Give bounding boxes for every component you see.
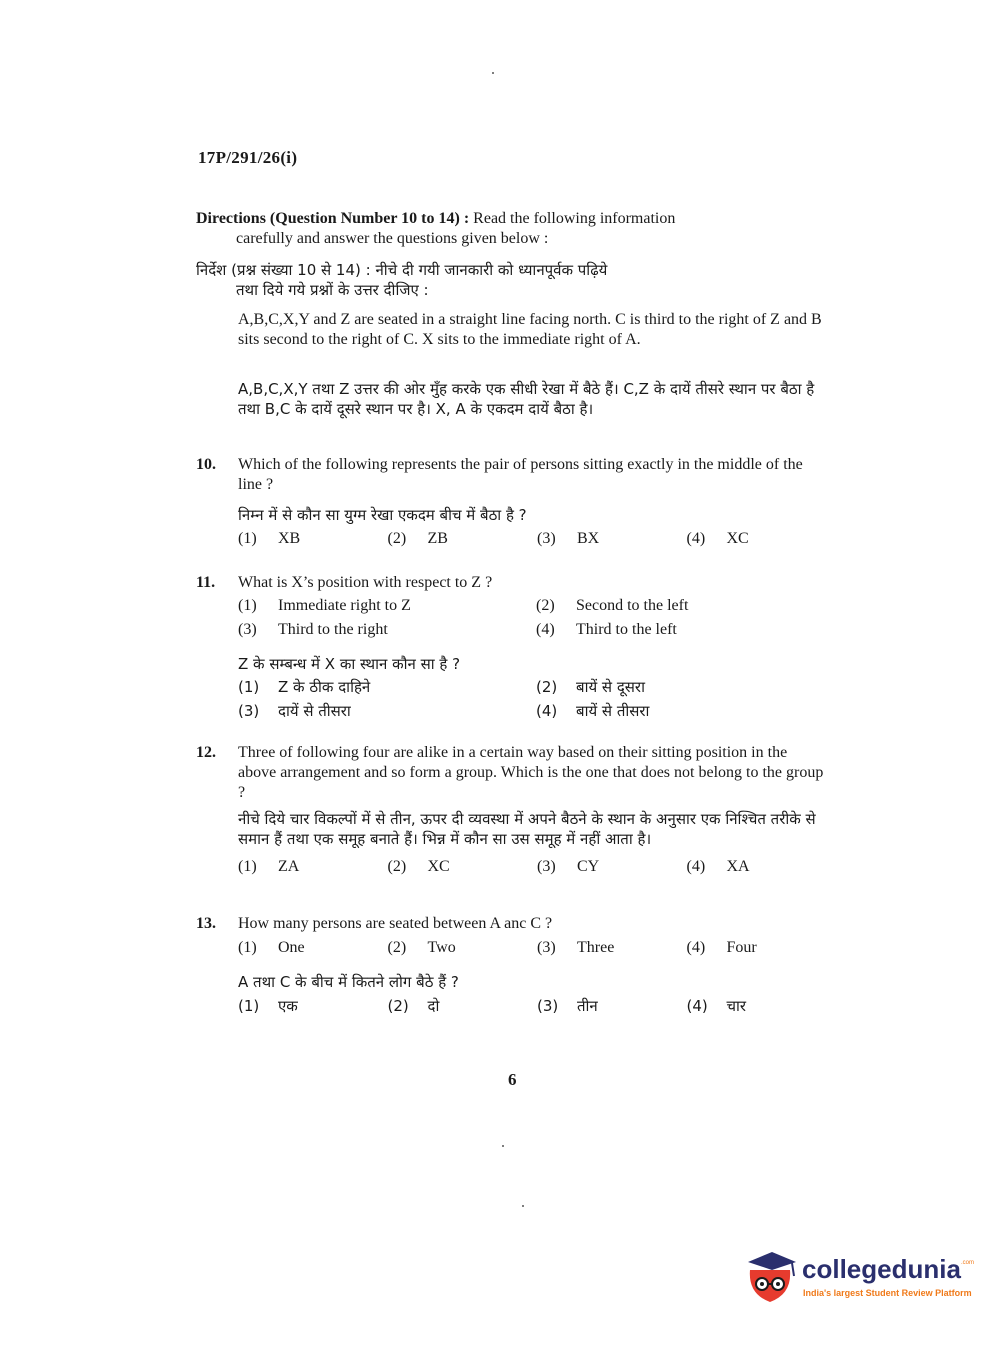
logo-suffix: .com: [961, 1260, 975, 1266]
mascot-icon: [742, 1248, 800, 1308]
directions-rest: Read the following information: [469, 210, 676, 227]
options-row-hi: [238, 996, 836, 1016]
question-number: 13.: [196, 915, 216, 932]
question-text-en: Three of following four are alike in a certain way based on their sitting position in the above arrangement and so form a group. Which is the one that does not belong to the group ?: [238, 744, 824, 801]
option-1[interactable]: (1) XB: [238, 530, 301, 547]
question-number: 10.: [196, 456, 216, 473]
option-3[interactable]: (3) BX: [537, 530, 600, 547]
option-3[interactable]: (3) दायें से तीसरा: [238, 702, 351, 720]
directions-hindi-line-1: निर्देश (प्रश्न संख्या 10 से 14) : नीचे दी गयी जानकारी को ध्यानपूर्वक पढ़िये: [196, 261, 608, 279]
options-row: [238, 857, 836, 877]
paper-code: 17P/291/26(i): [198, 148, 298, 167]
options-grid-en: [238, 596, 836, 640]
option-1[interactable]: (1) One: [238, 939, 305, 956]
option-3[interactable]: (3) तीन: [537, 997, 598, 1015]
options-grid-hi: [238, 677, 836, 721]
option-1[interactable]: (1) Immediate right to Z: [238, 597, 411, 614]
question-text-en: How many persons are seated between A anc C ?: [238, 915, 553, 932]
info-english: A,B,C,X,Y and Z are seated in a straight line facing north. C is third to the right of Z and B sits second to the right of C. X sits to the immediate right of A.: [238, 311, 822, 348]
option-4[interactable]: (4) चार: [686, 997, 747, 1015]
question-text-hi: Z के सम्बन्ध में X का स्थान कौन सा है ?: [238, 655, 461, 673]
directions-english: [196, 209, 836, 249]
options-row: [238, 529, 836, 549]
option-3[interactable]: (3) CY: [537, 858, 600, 875]
question-number: 11.: [196, 574, 216, 591]
option-4[interactable]: (4) Third to the left: [536, 621, 677, 638]
question-text-hi: नीचे दिये चार विकल्पों में से तीन, ऊपर दी व्यवस्था में अपने बैठने के स्थान के अनुसार एक निश्चित तरीके से समान हैं तथा एक समूह बनाते हैं। भिन्न में कौन सा उस समूह में नहीं आता है।: [238, 810, 816, 848]
option-3[interactable]: (3) Third to the right: [238, 621, 388, 638]
option-4[interactable]: (4) XA: [686, 858, 750, 875]
directions-line-1: [196, 209, 836, 229]
question-number: 12.: [196, 744, 216, 761]
option-1[interactable]: (1) ZA: [238, 858, 300, 875]
options-row-en: [238, 938, 836, 958]
option-2[interactable]: (2) बायें से दूसरा: [536, 678, 645, 696]
logo-brand: collegedunia: [802, 1254, 961, 1284]
option-1[interactable]: (1) एक: [238, 997, 298, 1015]
collegedunia-logo: [742, 1248, 975, 1308]
question-12: [196, 743, 836, 877]
option-2[interactable]: (2) दो: [387, 997, 440, 1015]
option-3[interactable]: (3) Three: [537, 939, 615, 956]
question-text-hi: निम्न में से कौन सा युग्म रेखा एकदम बीच में बैठा है ?: [238, 506, 527, 524]
scan-speck: [502, 1145, 504, 1147]
option-2[interactable]: (2) Two: [387, 939, 456, 956]
directions-hindi-line-2: तथा दिये गये प्रश्नों के उत्तर दीजिए :: [236, 281, 429, 299]
option-1[interactable]: (1) Z के ठीक दाहिने: [238, 678, 371, 696]
option-4[interactable]: (4) Four: [686, 939, 757, 956]
info-hindi: A,B,C,X,Y तथा Z उत्तर की ओर मुँह करके एक सीधी रेखा में बैठे हैं। C,Z के दायें तीसरे स्थान पर बैठा है तथा B,C के दायें दूसरे स्थान पर है। X, A के एकदम दायें बैठा है।: [238, 380, 815, 418]
question-13: [196, 914, 836, 1016]
logo-tagline: India's largest Student Review Platform: [803, 1288, 972, 1298]
option-2[interactable]: (2) ZB: [387, 530, 448, 547]
scan-speck: [492, 72, 494, 74]
directions-hindi: [196, 260, 836, 300]
option-4[interactable]: (4) बायें से तीसरा: [536, 702, 650, 720]
directions-line-2: carefully and answer the questions given below :: [236, 230, 549, 247]
scan-speck: [522, 1205, 524, 1207]
question-text-en: Which of the following represents the pair of persons sitting exactly in the middle of the line ?: [238, 456, 803, 493]
question-text-en: What is X’s position with respect to Z ?: [238, 574, 493, 591]
question-11: [196, 573, 836, 721]
option-4[interactable]: (4) XC: [686, 530, 749, 547]
directions-lead: Directions (Question Number 10 to 14) :: [196, 210, 470, 227]
question-10: [196, 455, 836, 549]
option-2[interactable]: (2) Second to the left: [536, 597, 689, 614]
page-number: 6: [508, 1070, 517, 1089]
option-2[interactable]: (2) XC: [387, 858, 450, 875]
question-text-hi: A तथा C के बीच में कितने लोग बैठे हैं ?: [238, 973, 459, 991]
